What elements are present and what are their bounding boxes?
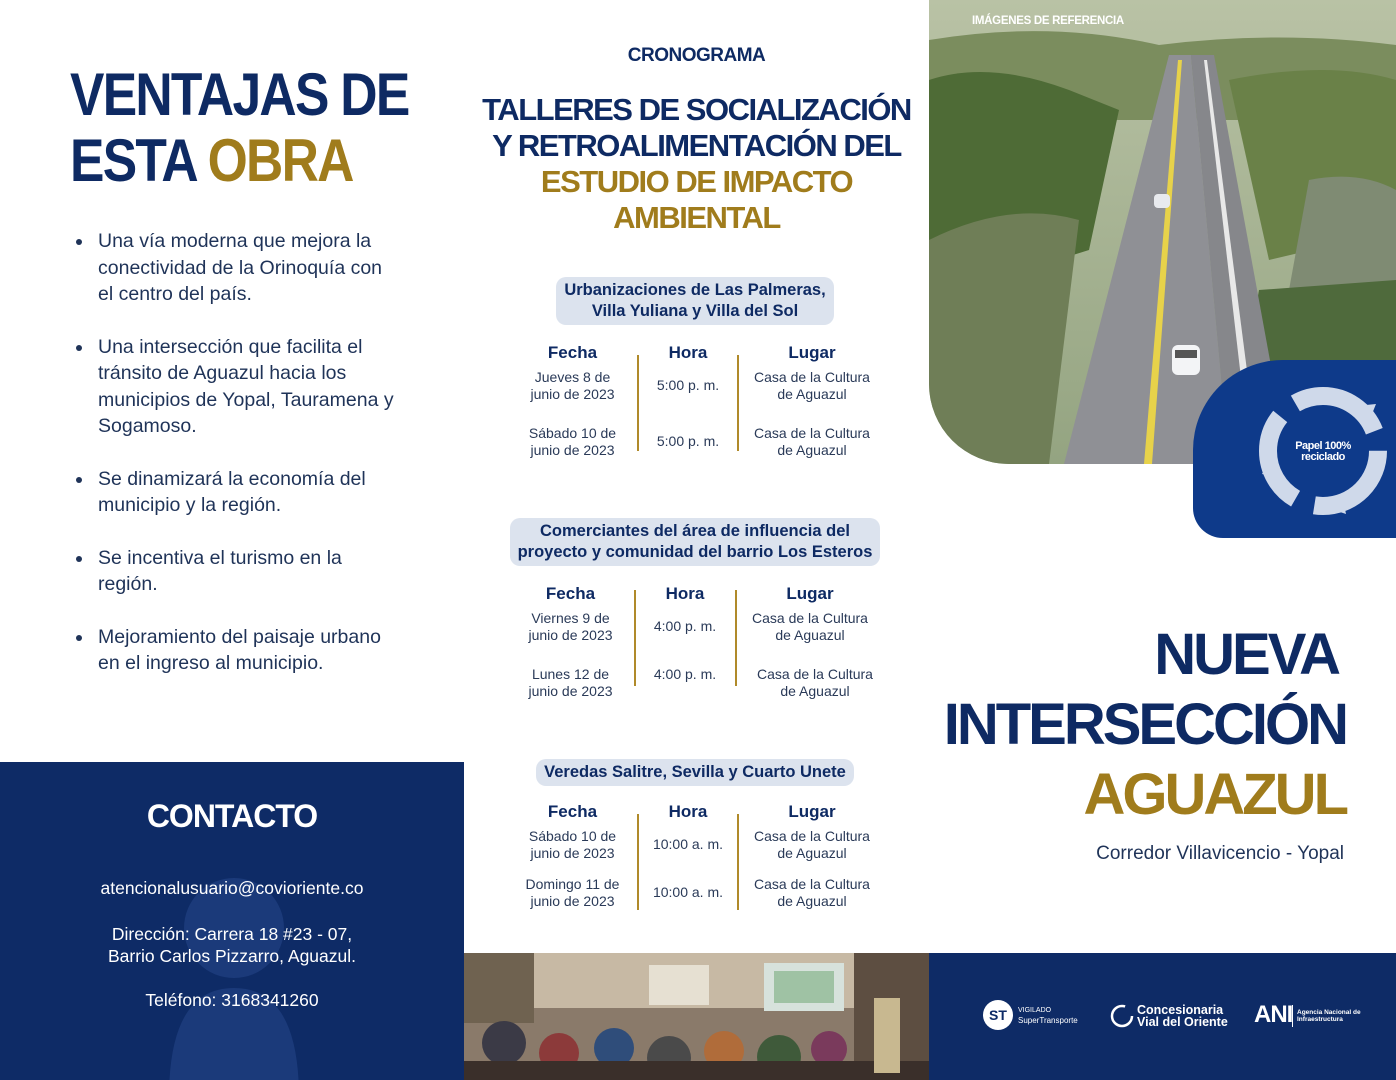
lugar-line: de Aguazul: [777, 441, 847, 458]
fecha-line: Sábado 10 de: [528, 425, 617, 441]
row-lugar: [740, 610, 880, 643]
fecha-header: Fecha: [547, 343, 598, 362]
lugar-line: Casa de la Cultura: [754, 369, 870, 385]
fecha-header: Fecha: [545, 584, 596, 603]
lugar-header: Lugar: [786, 584, 834, 603]
project-title-line2: INTERSECCIÓN: [943, 692, 1346, 757]
benefit-item: Una vía moderna que mejora la conectividad de la Orinoquía con el centro del país.: [72, 228, 402, 308]
row-fecha: [508, 666, 633, 699]
corridor-subtitle: Corredor Villavicencio - Yopal: [1096, 843, 1344, 864]
supertransporte-line1: VIGILADO: [1018, 1007, 1052, 1014]
schedule-group-2: [490, 518, 900, 724]
lugar-line: Casa de la Cultura: [752, 610, 868, 626]
schedule-title-line1: TALLERES DE SOCIALIZACIÓN: [482, 92, 911, 127]
lugar-line: de Aguazul: [775, 626, 845, 643]
fecha-line: junio de 2023: [530, 844, 615, 861]
row-lugar: [742, 369, 882, 402]
lugar-line: Casa de la Cultura: [754, 425, 870, 441]
ani-line: Infraestructura: [1297, 1016, 1343, 1023]
row-hora: 10:00 a. m.: [652, 884, 724, 900]
ventajas-title-line2: [70, 128, 397, 194]
contact-address-line2: Barrio Carlos Pizzarro, Aguazul.: [107, 946, 357, 966]
group-name-pill: [556, 277, 833, 325]
row-lugar: [742, 425, 882, 458]
reference-images-label: IMÁGENES DE REFERENCIA: [972, 15, 1124, 27]
schedule-group-3: [490, 759, 900, 942]
fecha-line: junio de 2023: [528, 626, 613, 643]
row-lugar: [742, 828, 882, 861]
fecha-line: Domingo 11 de: [525, 876, 620, 892]
logos-bar: [929, 953, 1396, 1080]
contact-panel: [0, 762, 464, 1080]
benefit-item: Una intersección que facilita el tránsito de Aguazul hacia los municipios de Yopal, Tauramena y Sogamoso.: [72, 334, 402, 440]
project-title-line1: NUEVA: [1154, 622, 1338, 687]
fecha-line: Lunes 12 de: [531, 666, 610, 682]
row-lugar: [742, 876, 882, 909]
fecha-line: junio de 2023: [530, 441, 615, 458]
lugar-line: de Aguazul: [777, 844, 847, 861]
ventajas-title: [70, 61, 409, 194]
contact-email[interactable]: atencionalusuario@covioriente.co: [100, 878, 364, 898]
schedule-table: [490, 802, 900, 942]
ani-logo: ANI: [1254, 1001, 1293, 1028]
ventajas-title-obra: OBRA: [207, 127, 353, 194]
schedule-title-line2: Y RETROALIMENTACIÓN DEL: [492, 128, 901, 163]
row-fecha: [510, 425, 635, 458]
covioriente-line: Vial del Oriente: [1137, 1015, 1228, 1029]
group-name-line1: Comerciantes del área de influencia del: [540, 522, 850, 540]
row-lugar: [745, 666, 885, 699]
divider: [735, 590, 737, 686]
fecha-line: Viernes 9 de: [531, 610, 610, 626]
row-hora: 4:00 p. m.: [653, 666, 717, 682]
schedule-group-1: [490, 277, 900, 483]
recycled-line: reciclado: [1301, 451, 1345, 463]
schedule-title: [464, 92, 929, 236]
benefits-list: [72, 228, 402, 703]
cronograma-label: CRONOGRAMA: [627, 45, 766, 66]
lugar-line: de Aguazul: [777, 892, 847, 909]
hora-header: Hora: [668, 802, 708, 821]
lugar-line: de Aguazul: [780, 682, 850, 699]
covioriente-logo-icon: [1109, 1003, 1135, 1029]
lugar-line: de Aguazul: [777, 385, 847, 402]
project-title-line3: AGUAZUL: [1083, 762, 1346, 827]
covioriente-line: Concesionaria: [1137, 1003, 1224, 1017]
benefit-item: Se incentiva el turismo en la región.: [72, 545, 402, 598]
supertransporte-logo: ST: [983, 1000, 1013, 1030]
hora-header: Hora: [668, 343, 708, 362]
fecha-line: junio de 2023: [528, 682, 613, 699]
contact-phone[interactable]: Teléfono: 3168341260: [145, 990, 319, 1010]
fecha-header: Fecha: [547, 802, 598, 821]
recycled-paper-text: [1280, 441, 1366, 463]
fecha-line: Jueves 8 de: [534, 369, 611, 385]
fecha-line: junio de 2023: [530, 385, 615, 402]
schedule-title-line4: AMBIENTAL: [613, 200, 780, 235]
row-fecha: [510, 876, 635, 909]
row-hora: 5:00 p. m.: [656, 377, 720, 393]
fecha-line: junio de 2023: [530, 892, 615, 909]
group-name-line1: Veredas Salitre, Sevilla y Cuarto Unete: [544, 763, 846, 781]
lugar-header: Lugar: [788, 343, 836, 362]
row-hora: 4:00 p. m.: [653, 618, 717, 634]
lugar-line: Casa de la Cultura: [754, 876, 870, 892]
lugar-line: Casa de la Cultura: [757, 666, 873, 682]
schedule-title-line3: ESTUDIO DE IMPACTO: [540, 164, 853, 199]
covioriente-name: [1137, 1004, 1228, 1028]
group-name-pill: [536, 759, 854, 786]
ani-line: Agencia Nacional de: [1297, 1009, 1361, 1016]
hora-header: Hora: [665, 584, 705, 603]
contact-address-line1: Dirección: Carrera 18 #23 - 07,: [111, 924, 353, 944]
project-title: [944, 620, 1346, 830]
recycled-line: Papel 100%: [1295, 440, 1351, 452]
fecha-line: Sábado 10 de: [528, 828, 617, 844]
contact-title: CONTACTO: [146, 798, 318, 834]
lugar-header: Lugar: [788, 802, 836, 821]
ani-divider: [1292, 1005, 1293, 1027]
schedule-table: [490, 584, 900, 724]
meeting-photo: [464, 953, 929, 1080]
row-hora: 10:00 a. m.: [652, 836, 724, 852]
benefit-item: Mejoramiento del paisaje urbano en el ingreso al municipio.: [72, 624, 402, 677]
schedule-table: [490, 343, 900, 483]
group-name-pill: [510, 518, 881, 566]
group-name-line2: Villa Yuliana y Villa del Sol: [591, 302, 799, 320]
group-name-line2: proyecto y comunidad del barrio Los Esteros: [517, 543, 873, 561]
row-fecha: [510, 369, 635, 402]
row-hora: 5:00 p. m.: [656, 433, 720, 449]
lugar-line: Casa de la Cultura: [754, 828, 870, 844]
row-fecha: [508, 610, 633, 643]
benefit-item: Se dinamizará la economía del municipio y la región.: [72, 466, 402, 519]
ventajas-title-line1: VENTAJAS DE: [70, 61, 409, 128]
group-name-line1: Urbanizaciones de Las Palmeras,: [564, 281, 826, 299]
supertransporte-line2: SuperTransporte: [1018, 1016, 1078, 1025]
row-fecha: [510, 828, 635, 861]
ventajas-title-esta: ESTA: [70, 127, 208, 194]
ani-name: [1297, 1009, 1361, 1023]
